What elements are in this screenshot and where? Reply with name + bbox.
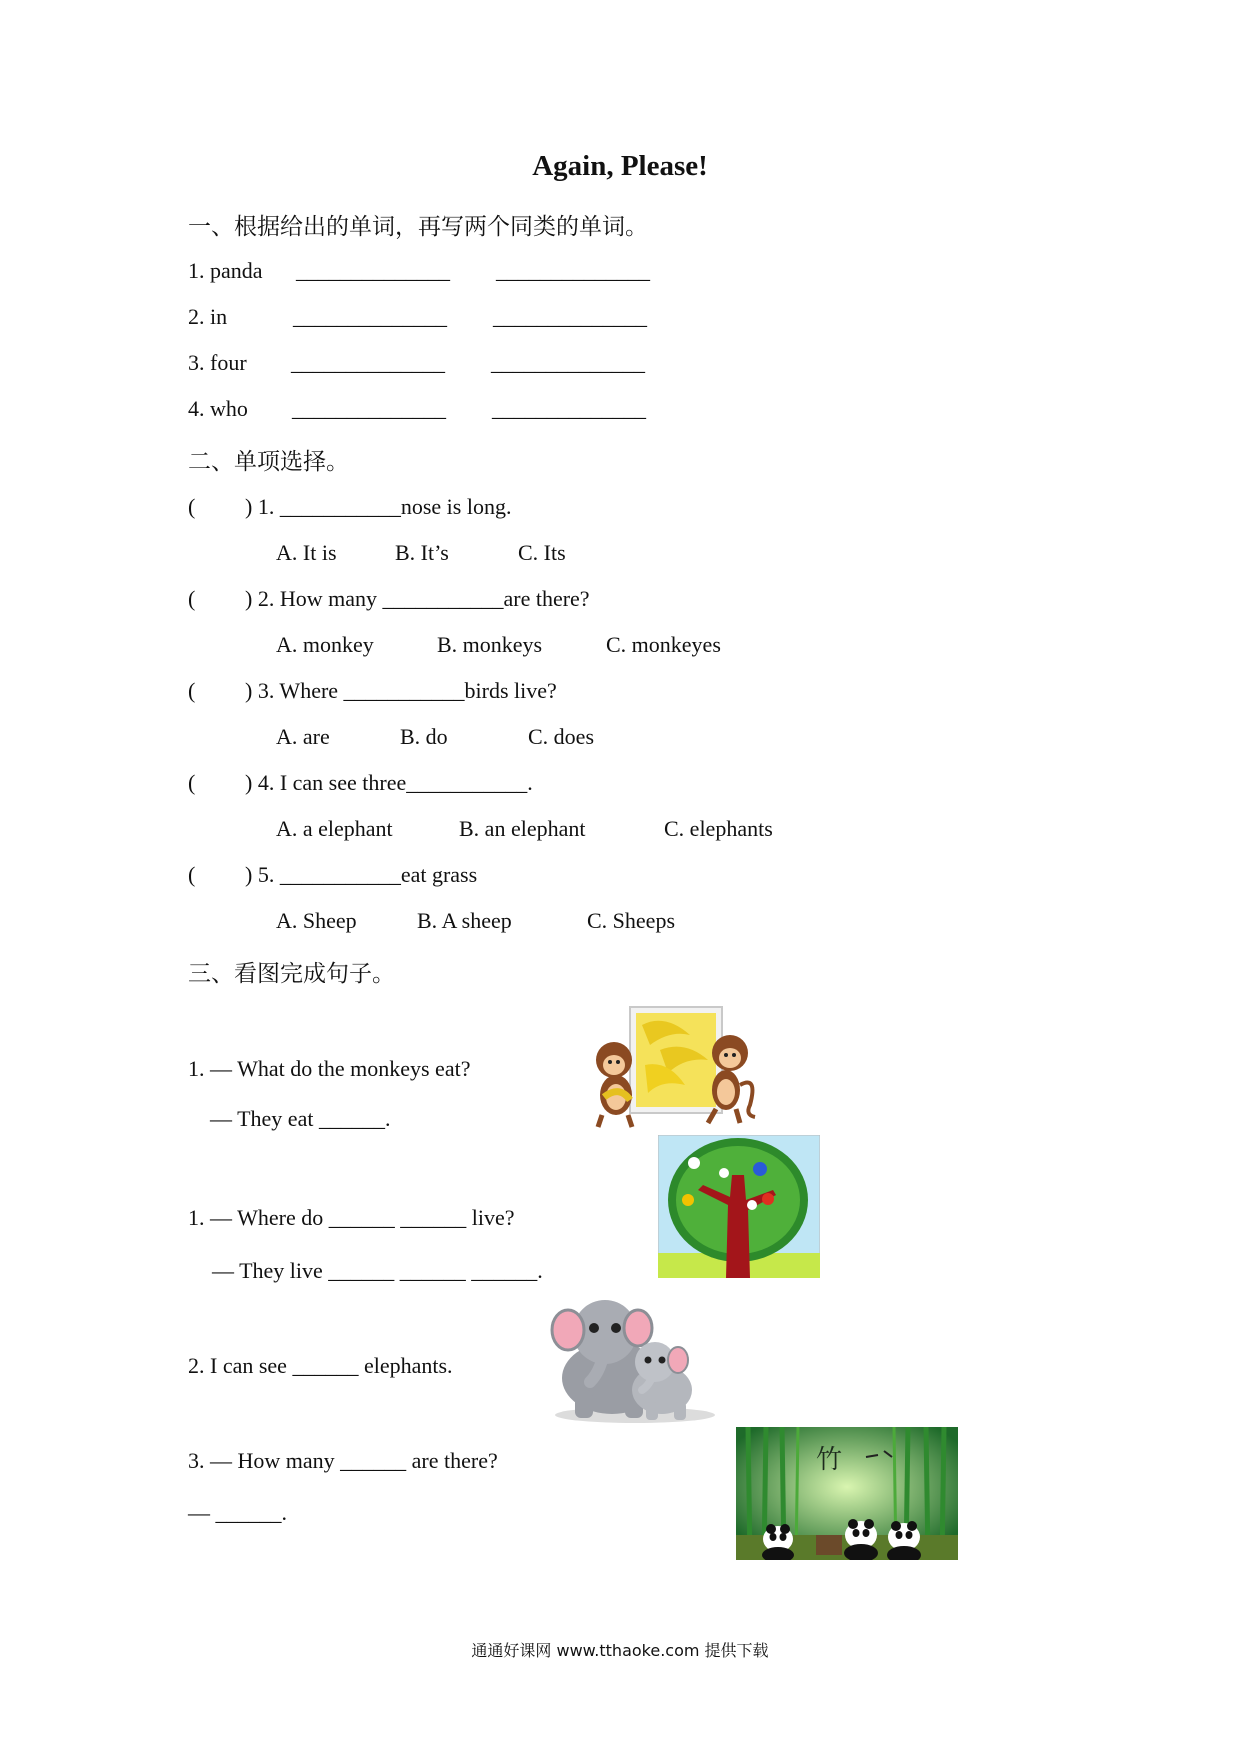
option-a[interactable]: A. are [276,724,330,749]
option-c[interactable]: C. does [528,724,594,749]
answer-blank[interactable]: ______________ [493,304,647,329]
option-b[interactable]: B. an elephant [459,816,586,841]
pandas-bamboo-picture [736,1427,958,1560]
elephants-picture [550,1290,720,1425]
picture-question: 3. — How many ______ are there? [188,1448,498,1473]
option-b[interactable]: B. It’s [395,540,449,565]
answer-blank[interactable]: ______________ [491,350,645,375]
section2-heading: 二、单项选择。 [188,449,349,475]
question-text: ) 4. I can see three___________. [245,770,533,795]
picture-question: 1. — What do the monkeys eat? [188,1056,471,1081]
bamboo-character: 竹 [816,1445,843,1475]
answer-blank[interactable]: ______________ [291,350,445,375]
monkeys-bananas-picture [590,1005,760,1130]
section1-heading: 一、根据给出的单词，再写两个同类的单词。 [188,214,648,240]
option-b[interactable]: B. monkeys [437,632,543,657]
page-title: Again, Please! [532,150,708,182]
picture-question[interactable]: 2. I can see ______ elephants. [188,1353,453,1378]
option-a[interactable]: A. monkey [276,632,374,657]
picture-question: 1. — Where do ______ ______ live? [188,1205,515,1230]
footer-text: 通通好课网 www.tthaoke.com 提供下载 [471,1641,769,1660]
option-c[interactable]: C. Sheeps [587,908,675,933]
answer-blank[interactable]: ______________ [292,396,446,421]
bamboo-forest-scene [736,1427,958,1560]
question-text: ) 2. How many ___________are there? [245,586,590,611]
picture-answer[interactable]: — ______. [188,1500,287,1525]
answer-blank[interactable]: ______________ [296,258,450,283]
option-c[interactable]: C. monkeyes [606,632,721,657]
answer-paren[interactable]: ( [188,862,196,887]
question-text: ) 3. Where ___________birds live? [245,678,557,703]
option-b[interactable]: B. A sheep [417,908,512,933]
answer-paren[interactable]: ( [188,770,196,795]
option-a[interactable]: A. a elephant [276,816,393,841]
answer-paren[interactable]: ( [188,678,196,703]
option-a[interactable]: A. It is [276,540,337,565]
option-b[interactable]: B. do [400,724,448,749]
answer-paren[interactable]: ( [188,586,196,611]
answer-paren[interactable]: ( [188,494,196,519]
picture-answer[interactable]: — They live ______ ______ ______. [212,1258,543,1283]
answer-blank[interactable]: ______________ [496,258,650,283]
answer-blank[interactable]: ______________ [293,304,447,329]
word-item-label: 3. four [188,350,247,375]
option-c[interactable]: C. Its [518,540,566,565]
word-item-label: 1. panda [188,258,263,283]
question-text: ) 5. ___________eat grass [245,862,478,887]
word-item-label: 4. who [188,396,248,421]
picture-answer[interactable]: — They eat ______. [210,1106,391,1131]
section3-heading: 三、看图完成句子。 [188,961,395,987]
answer-blank[interactable]: ______________ [492,396,646,421]
tree-birds-picture [658,1135,820,1278]
option-a[interactable]: A. Sheep [276,908,357,933]
option-c[interactable]: C. elephants [664,816,773,841]
word-item-label: 2. in [188,304,228,329]
question-text: ) 1. ___________nose is long. [245,494,512,519]
